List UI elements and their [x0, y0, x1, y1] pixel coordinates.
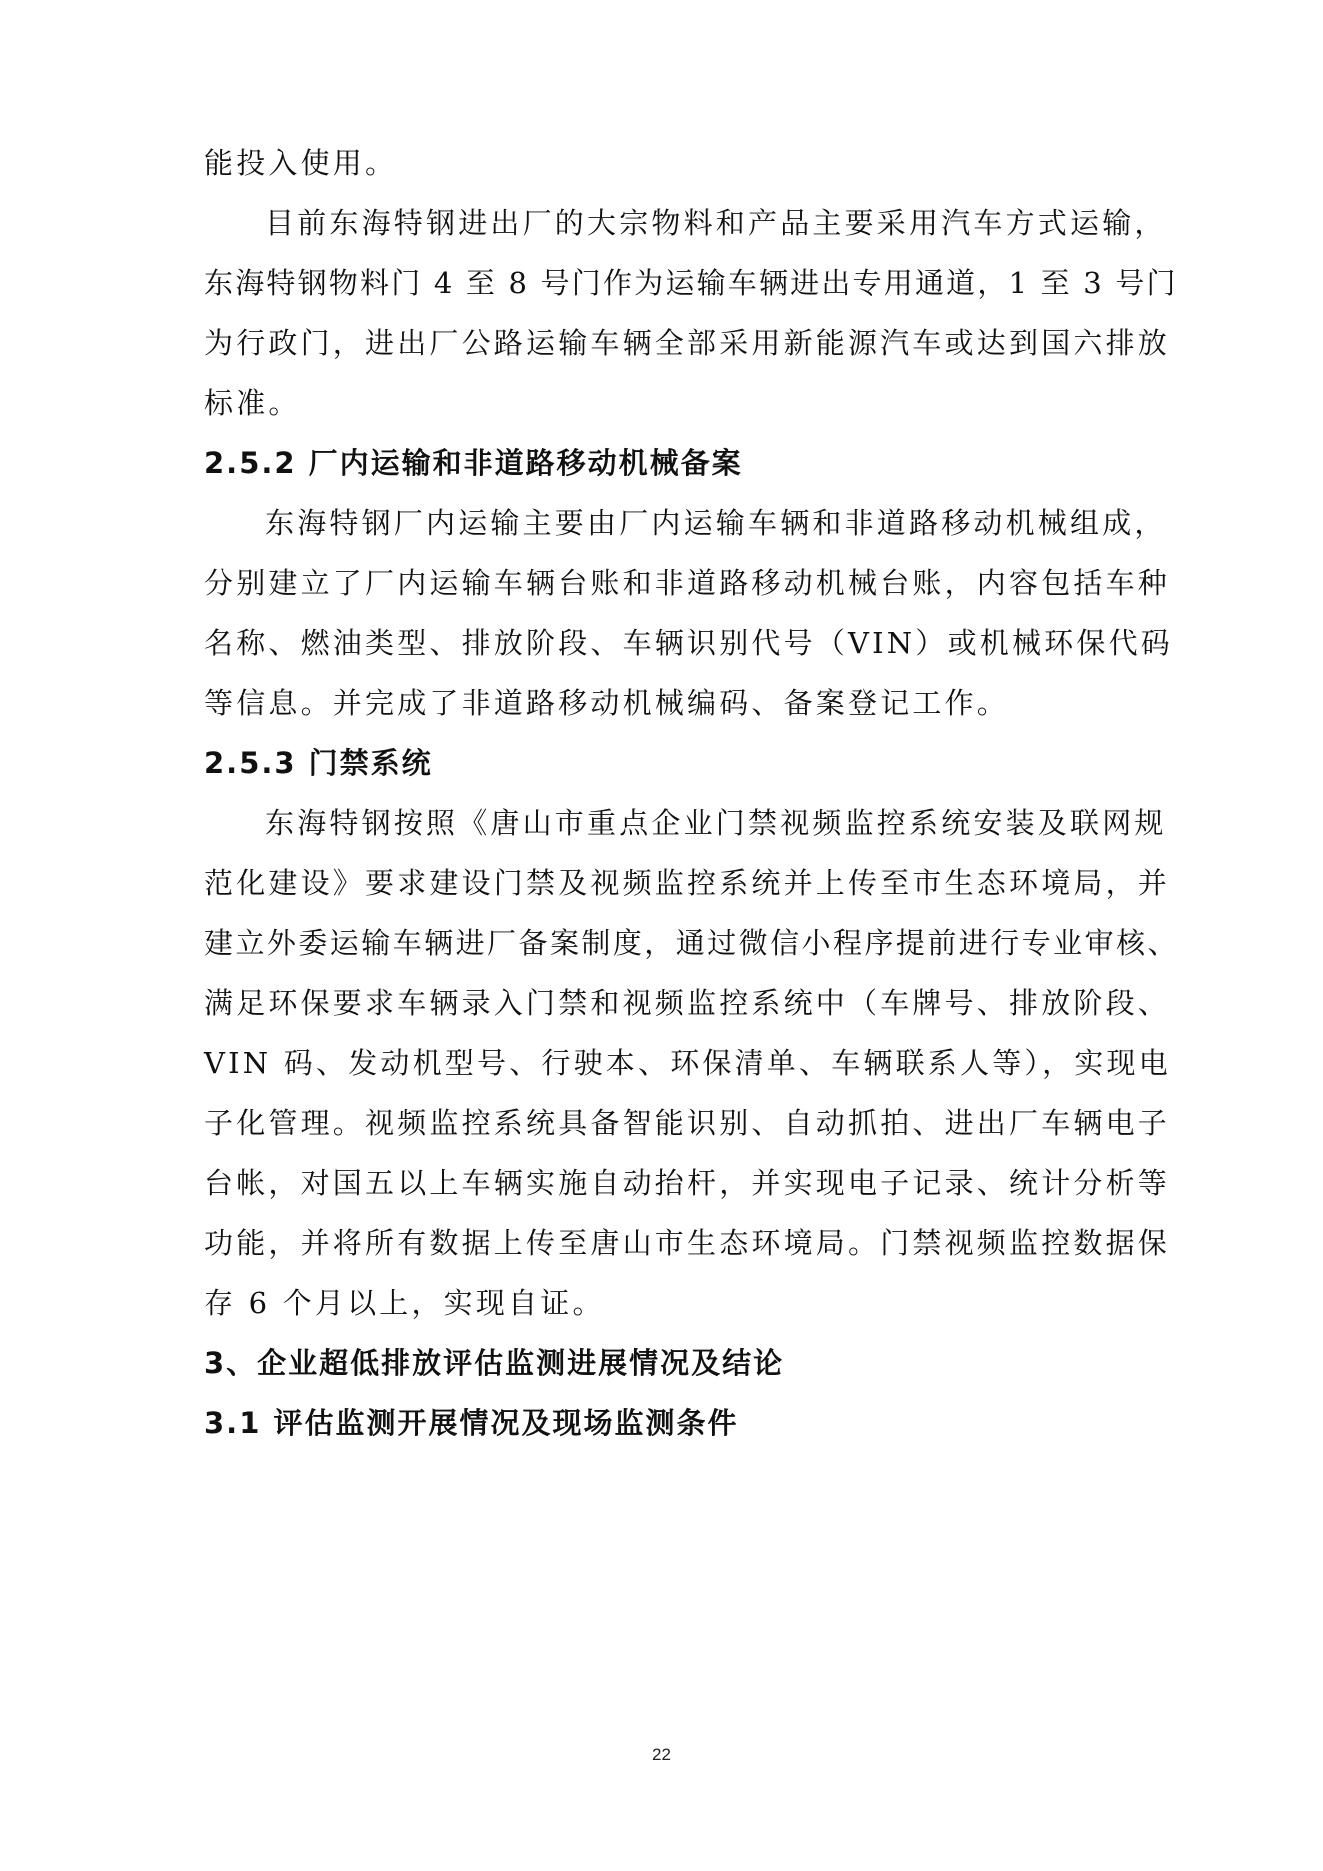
paragraph-line: 等信息。并完成了非道路移动机械编码、备案登记工作。 — [204, 686, 1010, 720]
paragraph-line: 东海特钢物料门 4 至 8 号门作为运输车辆进出专用通道，1 至 3 号门 — [204, 266, 1178, 300]
paragraph-line: 建立外委运输车辆进厂备案制度，通过微信小程序提前进行专业审核、 — [204, 926, 1179, 960]
paragraph-line: VIN 码、发动机型号、行驶本、环保清单、车辆联系人等），实现电 — [204, 1046, 1171, 1080]
paragraph-line: 子化管理。视频监控系统具备智能识别、自动抓拍、进出厂车辆电子 — [204, 1106, 1171, 1140]
section-heading: 2.5.3 门禁系统 — [204, 746, 433, 780]
paragraph-line: 标准。 — [204, 386, 301, 420]
page-number: 22 — [652, 1745, 671, 1764]
section-heading: 3.1 评估监测开展情况及现场监测条件 — [204, 1406, 739, 1440]
paragraph-line: 存 6 个月以上，实现自证。 — [204, 1286, 605, 1320]
section-heading: 2.5.2 厂内运输和非道路移动机械备案 — [204, 446, 743, 480]
paragraph-line: 名称、燃油类型、排放阶段、车辆识别代号（VIN）或机械环保代码 — [204, 626, 1173, 660]
paragraph-line: 为行政门，进出厂公路运输车辆全部采用新能源汽车或达到国六排放 — [204, 326, 1171, 360]
paragraph-line: 功能，并将所有数据上传至唐山市生态环境局。门禁视频监控数据保 — [204, 1226, 1171, 1260]
paragraph-line: 满足环保要求车辆录入门禁和视频监控系统中（车牌号、排放阶段、 — [204, 986, 1171, 1020]
paragraph-line: 台帐，对国五以上车辆实施自动抬杆，并实现电子记录、统计分析等 — [204, 1166, 1171, 1200]
paragraph-line: 东海特钢厂内运输主要由厂内运输车辆和非道路移动机械组成， — [265, 506, 1167, 540]
paragraph-line: 分别建立了厂内运输车辆台账和非道路移动机械台账，内容包括车种 — [204, 566, 1171, 600]
paragraph-line: 东海特钢按照《唐山市重点企业门禁视频监控系统安装及联网规 — [265, 806, 1167, 840]
paragraph-line: 范化建设》要求建设门禁及视频监控系统并上传至市生态环境局，并 — [204, 866, 1171, 900]
paragraph-line: 目前东海特钢进出厂的大宗物料和产品主要采用汽车方式运输， — [265, 206, 1167, 240]
paragraph-line: 能投入使用。 — [204, 146, 398, 180]
section-heading: 3、企业超低排放评估监测进展情况及结论 — [204, 1346, 785, 1380]
